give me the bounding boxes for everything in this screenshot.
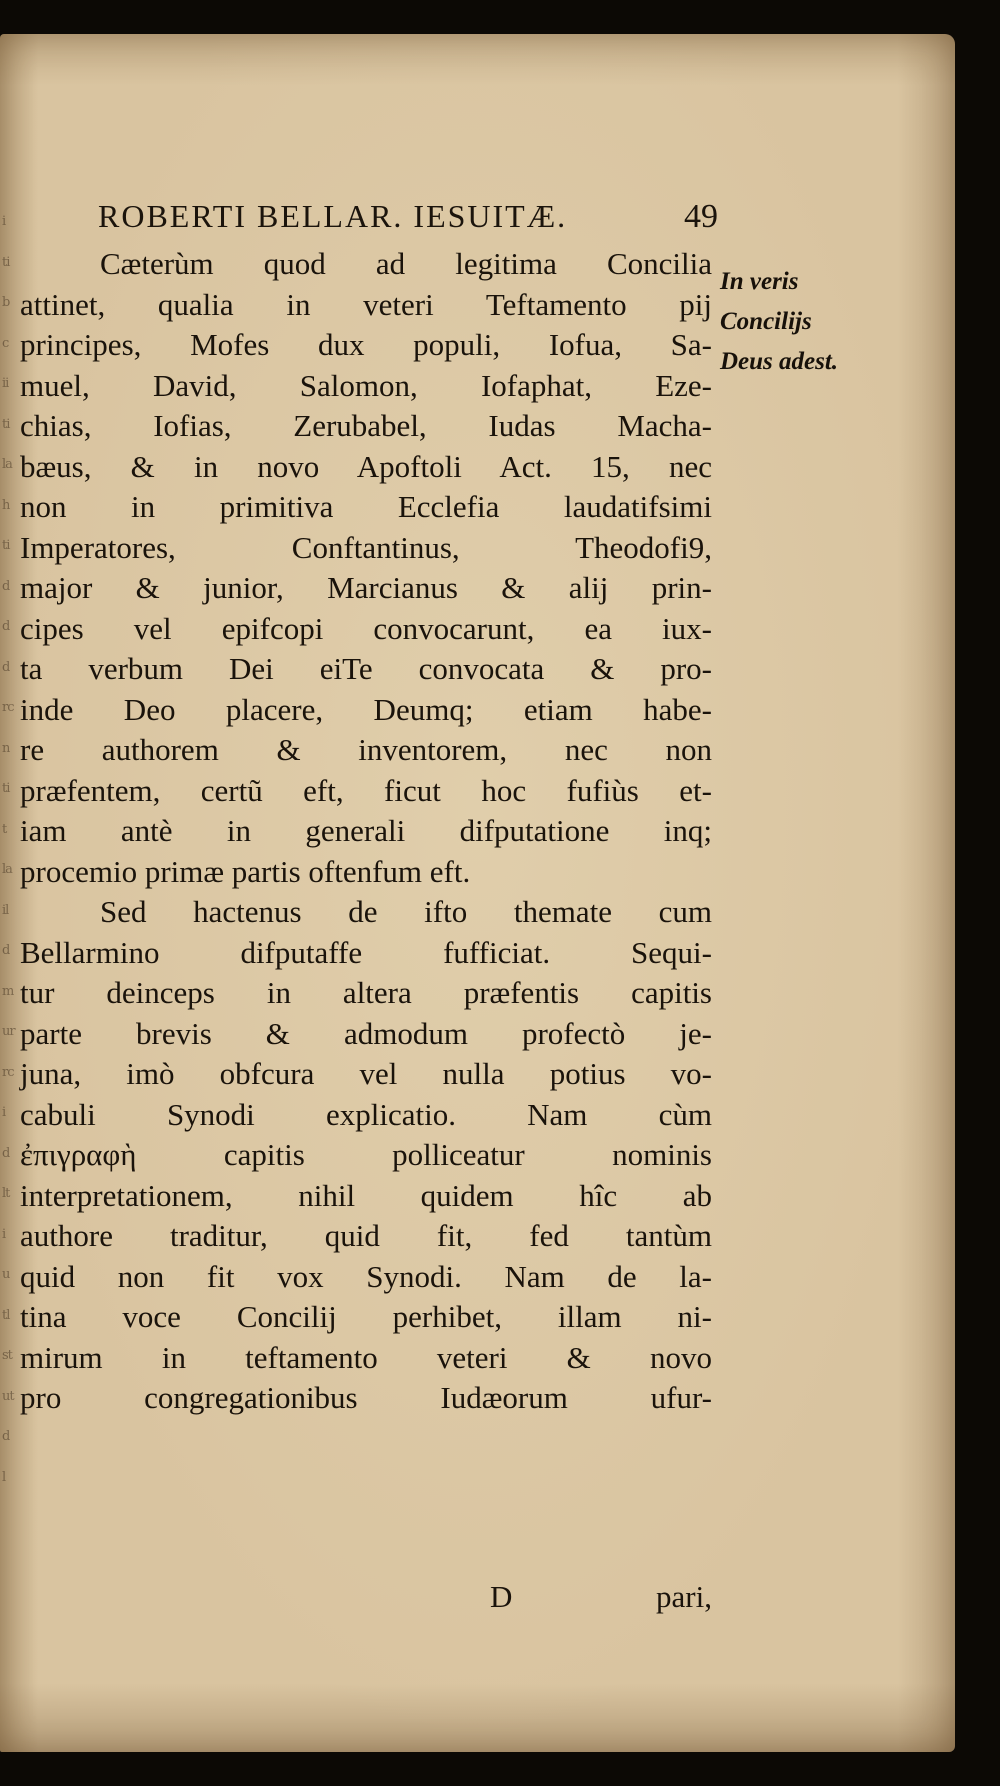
bleed-through-fragment: ti	[2, 254, 10, 270]
text-line: major & junior, Marcianus & alij prin-	[20, 570, 712, 605]
text-line: re authorem & inventorem, nec non	[20, 732, 712, 767]
bleed-through-fragment: l	[2, 1469, 6, 1485]
bleed-through-fragment: n	[2, 740, 10, 756]
catchword: pari,	[656, 1579, 712, 1614]
text-line: juna, imò obfcura vel nulla potius vo-	[20, 1056, 712, 1091]
bleed-through-fragment: d	[2, 619, 10, 634]
text-line: iam antè in generali difputatione inq;	[20, 813, 712, 848]
text-line: procemio primæ partis oftenfum eft.	[20, 853, 471, 889]
text-line: tina voce Concilij perhibet, illam ni-	[20, 1299, 712, 1334]
bleed-through-fragment: d	[2, 1429, 10, 1444]
text-line: mirum in teftamento veteri & novo	[20, 1339, 712, 1375]
margin-note-line: Concilijs	[720, 308, 812, 335]
text-line: cipes vel epifcopi convocarunt, ea iux-	[20, 610, 712, 646]
bleed-through-fragment: ii	[2, 376, 9, 391]
bleed-through-fragment: m	[2, 983, 14, 999]
text-line: quid non fit vox Synodi. Nam de la-	[20, 1258, 712, 1294]
text-line: interpretationem, nihil quidem hîc ab	[20, 1177, 712, 1213]
bleed-through-fragment: i	[2, 214, 6, 229]
bleed-through-fragment: la	[2, 457, 12, 472]
margin-note-line: In veris	[720, 268, 799, 295]
bleed-through-fragment: lt	[2, 1186, 10, 1201]
text-line: principes, Mofes dux populi, Iofua, Sa-	[20, 327, 712, 362]
text-line: cabuli Synodi explicatio. Nam cùm	[20, 1096, 712, 1132]
bleed-through-fragment: rc	[2, 1064, 14, 1080]
text-line: Bellarmino difputaffe fufficiat. Sequi-	[20, 934, 712, 970]
running-head	[98, 198, 718, 235]
text-line: non in primitiva Ecclefia laudatifsimi	[20, 489, 712, 524]
text-line: parte brevis & admodum profectò je-	[20, 1015, 712, 1051]
margin-note-line: Deus adest.	[720, 348, 839, 375]
bleed-through-fragment: c	[2, 335, 9, 351]
bleed-through-fragment: d	[2, 578, 10, 594]
bleed-through-fragment: i	[2, 1226, 6, 1242]
bleed-through-fragment: u	[2, 1267, 10, 1282]
running-head-title: ROBERTI BELLAR. IESUITÆ.	[98, 198, 568, 234]
bleed-through-fragment: ti	[2, 538, 10, 553]
book-page	[0, 34, 955, 1752]
text-line: tur deinceps in altera præfentis capitis	[20, 975, 712, 1010]
bleed-through-fragment: i	[2, 1105, 6, 1120]
text-line: ἐπιγραφὴ capitis polliceatur nominis	[20, 1137, 712, 1172]
page-number: 49	[684, 198, 718, 235]
bleed-through-fragment: il	[2, 902, 9, 918]
text-line: Sed hactenus de ifto themate cum	[100, 894, 712, 929]
text-line: bæus, & in novo Apoftoli Act. 15, nec	[20, 448, 712, 484]
bleed-through-fragment: d	[2, 943, 10, 958]
bleed-through-fragment: ut	[2, 1388, 14, 1404]
text-line: pro congregationibus Iudæorum ufur-	[20, 1380, 712, 1415]
text-line: authore traditur, quid fit, fed tantùm	[20, 1218, 712, 1253]
margin-note	[720, 262, 870, 382]
bleed-through-fragment: t	[2, 821, 7, 837]
text-line: ta verbum Dei eiTe convocata & pro-	[20, 651, 712, 686]
bleed-through-fragment: d	[2, 659, 10, 675]
signature-mark: D	[490, 1579, 513, 1614]
bleed-through-fragment: tl	[2, 1307, 10, 1323]
bleed-through-fragment: ti	[2, 416, 10, 432]
text-line: muel, David, Salomon, Iofaphat, Eze-	[20, 367, 712, 403]
bleed-through-fragment: h	[2, 497, 10, 513]
text-line: præfentem, certũ eft, ficut hoc fufiùs et-	[20, 772, 712, 808]
bleed-through-fragment: rc	[2, 700, 14, 715]
catchline	[20, 1579, 712, 1619]
bleed-through-fragment: d	[2, 1145, 10, 1161]
bleed-through-fragment: b	[2, 295, 10, 310]
bleed-through-fragment: ur	[2, 1024, 15, 1039]
bleed-through-fragment: la	[2, 862, 12, 877]
bleed-through-fragment: st	[2, 1348, 12, 1363]
text-line: Imperatores, Conftantinus, Theodofi9,	[20, 529, 712, 565]
text-line: Cæterùm quod ad legitima Concilia	[100, 246, 712, 281]
text-line: attinet, qualia in veteri Teftamento pij	[20, 286, 712, 322]
bleed-through-fragment: ti	[2, 781, 10, 796]
body-text	[20, 244, 712, 1419]
text-line: inde Deo placere, Deumq; etiam habe-	[20, 691, 712, 727]
text-line: chias, Iofias, Zerubabel, Iudas Macha-	[20, 408, 712, 443]
